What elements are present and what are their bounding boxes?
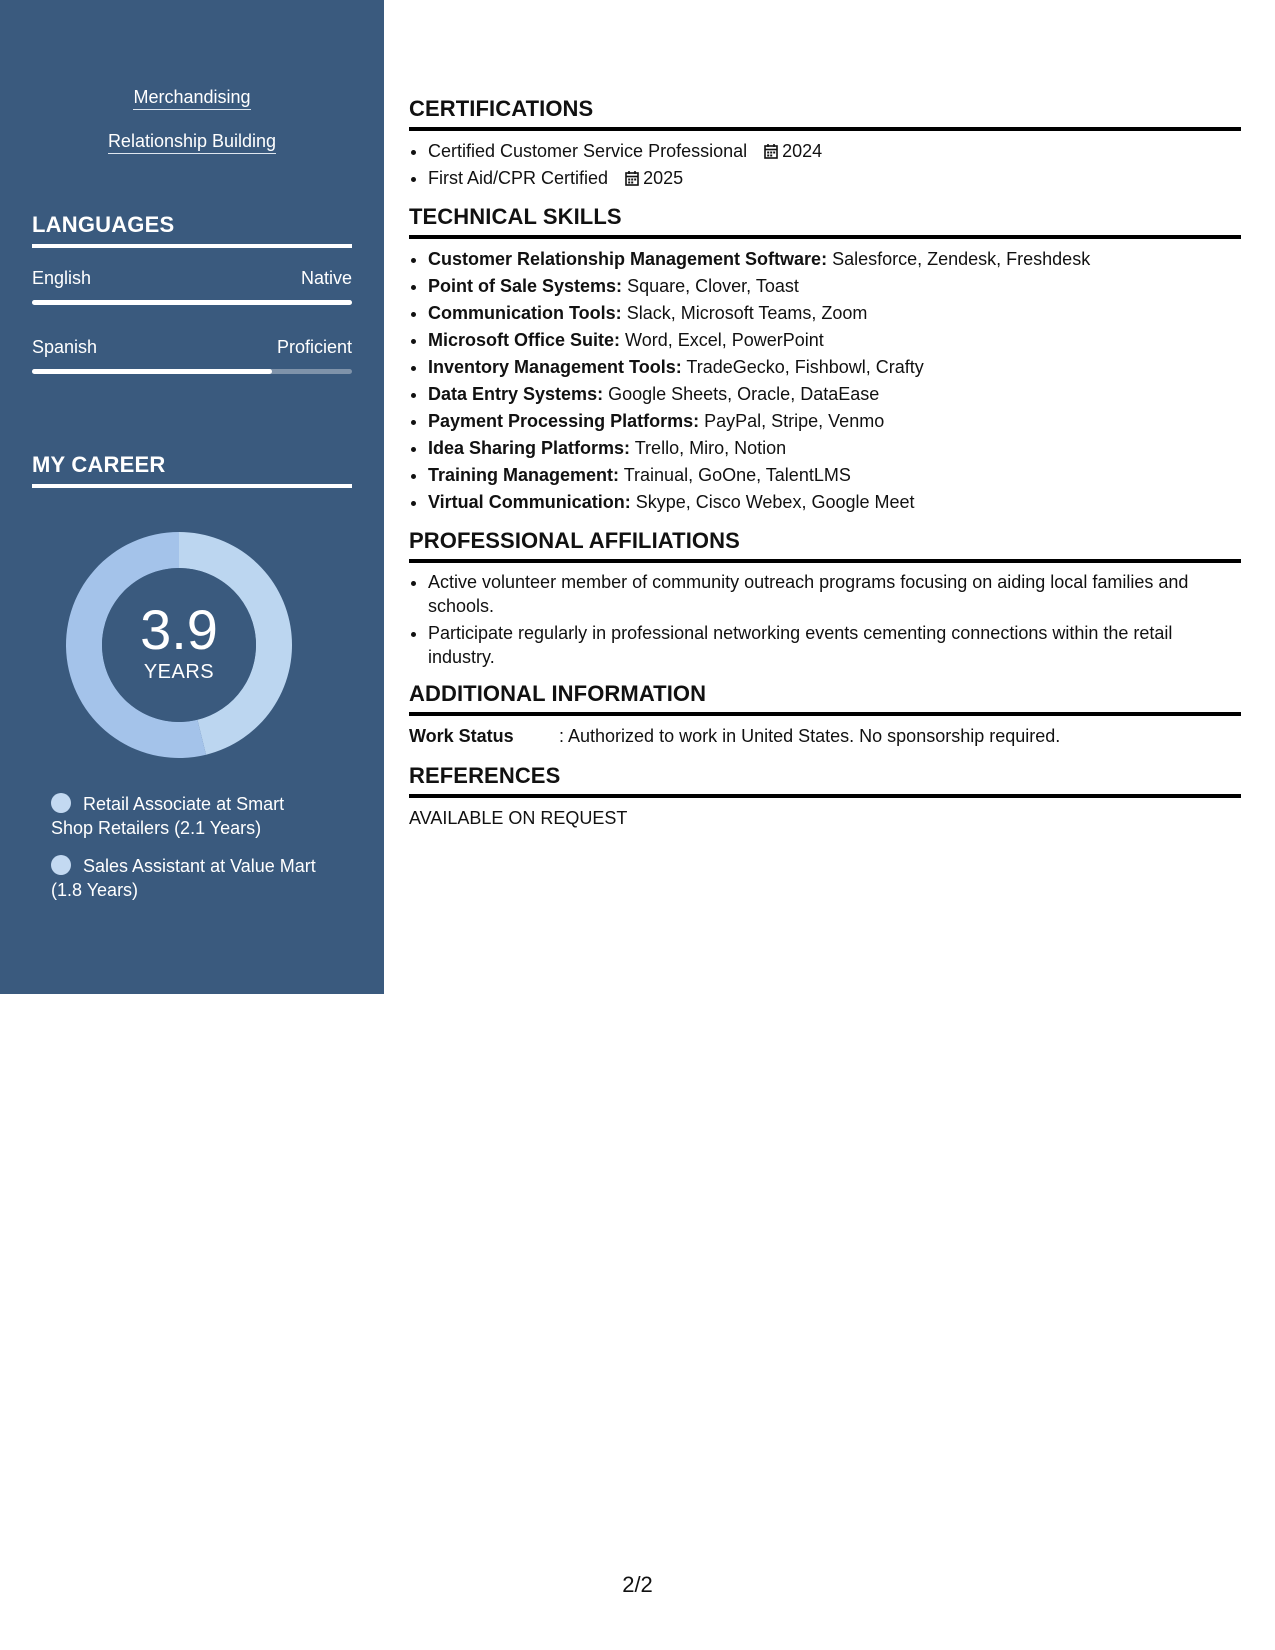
work-status-value: : Authorized to work in United States. No sponsorship required. [559, 726, 1061, 746]
legend-dot-icon [51, 793, 71, 813]
calendar-icon [764, 143, 778, 159]
language-proficiency-bar [32, 369, 352, 374]
legend-dot-icon [51, 855, 71, 875]
career-item-text: Sales Assistant at Value Mart (1.8 Years) [51, 856, 316, 900]
affiliations-section [409, 528, 1241, 669]
technical-skill-item [428, 300, 1241, 327]
skill-category: Idea Sharing Platforms: [428, 438, 631, 458]
career-total-unit: YEARS [143, 661, 215, 683]
language-level: Proficient [276, 337, 352, 357]
certification-name: First Aid/CPR Certified [428, 168, 609, 188]
skill-category: Customer Relationship Management Software: [428, 249, 828, 269]
skill-tools: Word, Excel, PowerPoint [625, 330, 824, 350]
technical-skill-item [428, 489, 1241, 516]
additional-info-section [409, 681, 1241, 749]
career-item-text: Retail Associate at Smart Shop Retailers (2.1 Years) [51, 794, 285, 838]
career-item [51, 792, 321, 840]
affiliation-item: • Participate regularly in professional networking events cementing connections within the retail industry. [428, 621, 1241, 669]
career-heading: MY CAREER [32, 452, 352, 488]
skill-tools: Google Sheets, Oracle, DataEase [608, 384, 880, 404]
certification-item [428, 165, 1241, 192]
certification-name: Certified Customer Service Professional [428, 141, 748, 161]
career-item [51, 854, 321, 902]
technical-skills-section [409, 204, 1241, 516]
skills-list [0, 86, 384, 174]
certifications-heading: CERTIFICATIONS [409, 96, 1241, 131]
skill-tools: Square, Clover, Toast [627, 276, 799, 296]
affiliations-heading: PROFESSIONAL AFFILIATIONS [409, 528, 1241, 563]
career-total [66, 600, 292, 684]
skill-category: Microsoft Office Suite: [428, 330, 621, 350]
language-proficiency-fill [32, 300, 352, 305]
skill-tools: PayPal, Stripe, Venmo [704, 411, 885, 431]
career-total-value: 3.9 [140, 598, 218, 661]
affiliations-list [409, 570, 1241, 669]
skill-category: Payment Processing Platforms: [428, 411, 700, 431]
skill-category: Training Management: [428, 465, 620, 485]
certifications-list [409, 138, 1241, 192]
additional-info-heading: ADDITIONAL INFORMATION [409, 681, 1241, 716]
calendar-icon [625, 170, 639, 186]
skill-tag[interactable]: Relationship Building [108, 130, 276, 154]
languages-heading: LANGUAGES [32, 212, 352, 248]
certification-year: 2025 [643, 168, 684, 188]
skill-category: Inventory Management Tools: [428, 357, 682, 377]
language-row [32, 268, 352, 289]
technical-skill-item [428, 462, 1241, 489]
language-name: English [32, 268, 92, 288]
language-proficiency-bar [32, 300, 352, 305]
skill-tools: Salesforce, Zendesk, Freshdesk [832, 249, 1091, 269]
technical-skills-heading: TECHNICAL SKILLS [409, 204, 1241, 239]
technical-skill-item [428, 435, 1241, 462]
skill-category: Data Entry Systems: [428, 384, 604, 404]
skill-category: Communication Tools: [428, 303, 622, 323]
work-status-label: Work Status [409, 726, 514, 746]
technical-skill-item [428, 381, 1241, 408]
references-section [409, 763, 1241, 831]
references-text: AVAILABLE ON REQUEST [409, 808, 628, 828]
certification-item [428, 138, 1241, 165]
certifications-section [409, 96, 1241, 192]
work-status-row [409, 723, 1241, 749]
language-level: Native [300, 268, 352, 288]
technical-skill-item [428, 408, 1241, 435]
language-row [32, 337, 352, 358]
skill-tools: Trello, Miro, Notion [634, 438, 787, 458]
main-content [409, 96, 1241, 831]
skill-tools: Skype, Cisco Webex, Google Meet [635, 492, 915, 512]
language-proficiency-fill [32, 369, 272, 374]
skill-category: Virtual Communication: [428, 492, 631, 512]
certification-year: 2024 [782, 141, 823, 161]
references-heading: REFERENCES [409, 763, 1241, 798]
skill-tag[interactable]: Merchandising [133, 86, 250, 110]
page-number: 2/2 [622, 1572, 653, 1597]
technical-skill-item [428, 246, 1241, 273]
language-name: Spanish [32, 337, 98, 357]
skill-tools: TradeGecko, Fishbowl, Crafty [686, 357, 924, 377]
skill-category: Point of Sale Systems: [428, 276, 623, 296]
technical-skills-list [409, 246, 1241, 516]
technical-skill-item [428, 273, 1241, 300]
sidebar [0, 0, 384, 994]
technical-skill-item [428, 354, 1241, 381]
skill-tools: Slack, Microsoft Teams, Zoom [626, 303, 868, 323]
skill-tools: Trainual, GoOne, TalentLMS [623, 465, 851, 485]
affiliation-item: • Active volunteer member of community outreach programs focusing on aiding local families and schools. [428, 570, 1241, 618]
technical-skill-item [428, 327, 1241, 354]
